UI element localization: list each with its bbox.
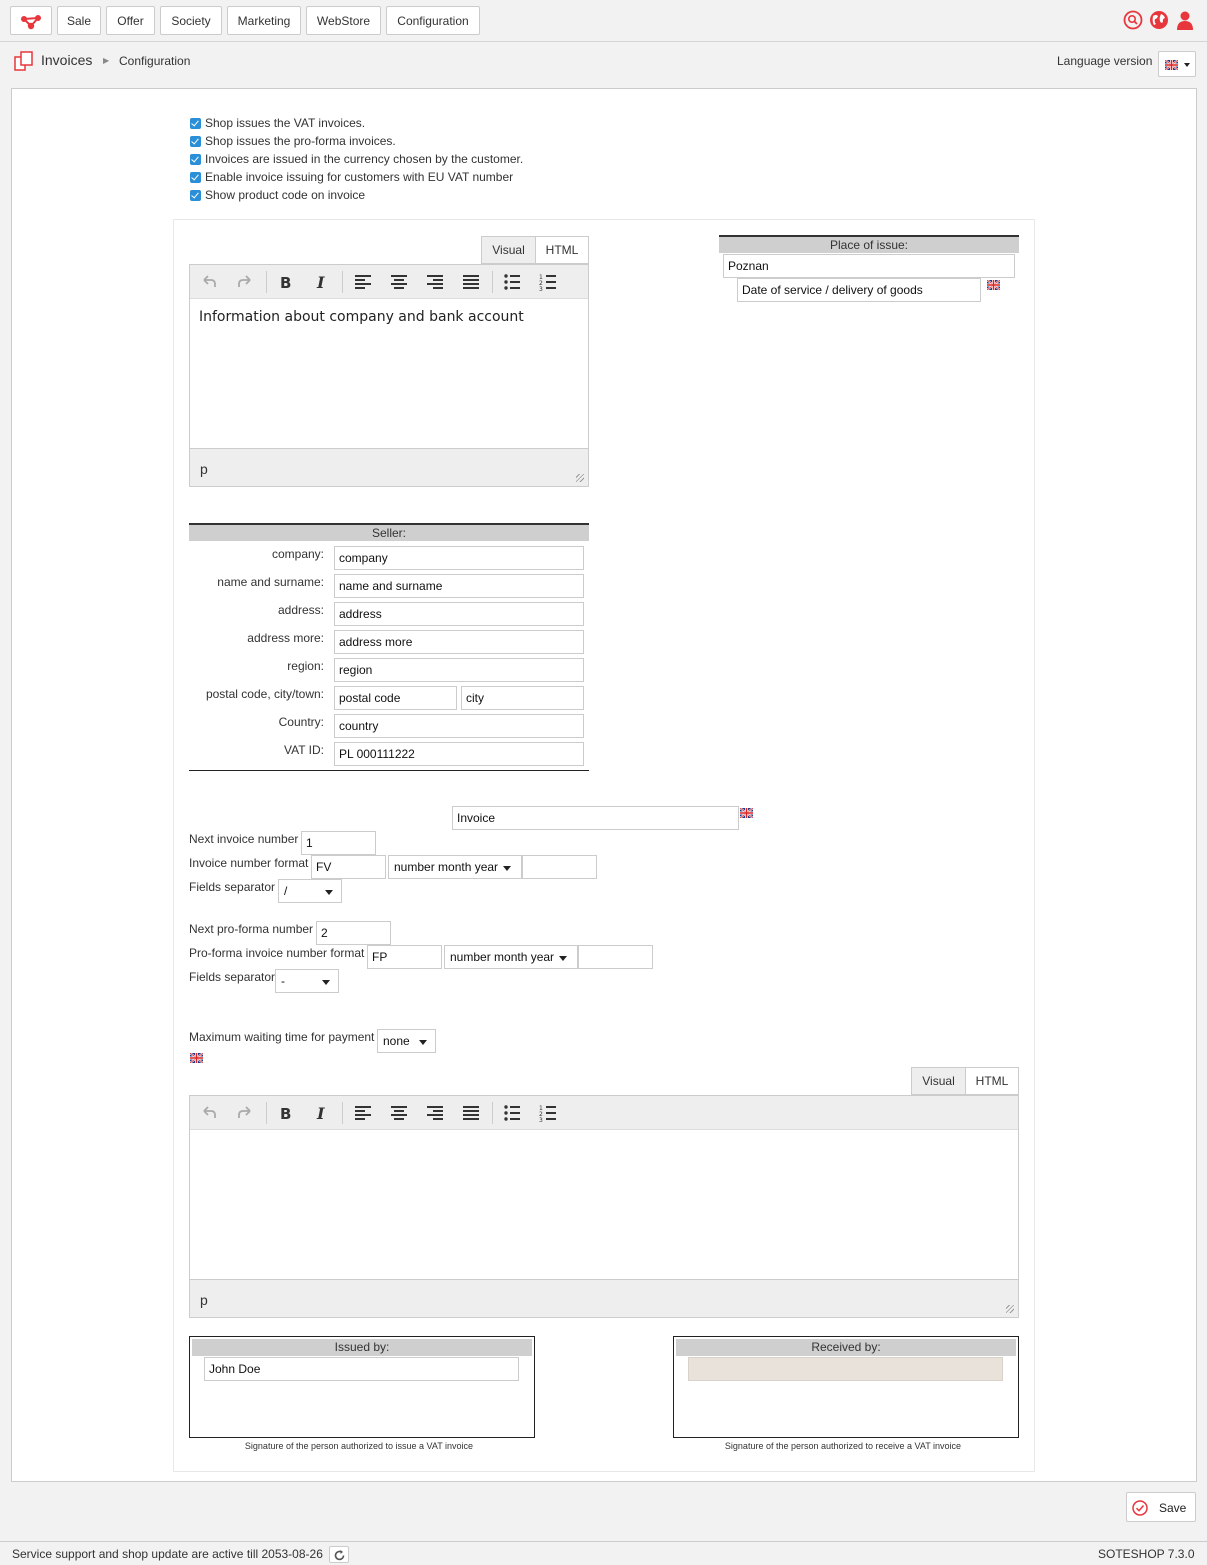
seller-vat-label: VAT ID: [283, 743, 324, 757]
checkbox-checked-icon[interactable] [190, 136, 201, 147]
payment-time-label: Maximum waiting time for payment [189, 1030, 375, 1044]
seller-header: Seller: [189, 523, 589, 541]
option-label: Enable invoice issuing for customers with EU VAT number [205, 170, 514, 184]
place-of-issue-header: Place of issue: [719, 235, 1019, 253]
save-label: Save [1159, 1501, 1187, 1515]
checkbox-checked-icon[interactable] [190, 172, 201, 183]
uk-flag-icon[interactable] [987, 280, 1000, 290]
seller-company-input[interactable]: company [334, 546, 584, 570]
proforma-format-select[interactable] [444, 945, 578, 969]
undo-icon[interactable] [200, 273, 218, 291]
option-customer-currency[interactable] [190, 151, 523, 167]
editor1-tab-visual[interactable]: Visual [481, 236, 536, 264]
seller-address-more-label: address more: [247, 631, 324, 645]
uk-flag-icon [1165, 60, 1178, 70]
nav-sale[interactable]: Sale [57, 6, 101, 35]
editor-toolbar [190, 265, 588, 299]
next-proforma-input[interactable]: 2 [316, 921, 391, 945]
editor2-path: p [200, 1292, 208, 1308]
proforma-format-label: Pro-forma invoice number format [189, 946, 365, 960]
select-value: none [383, 1034, 410, 1048]
logo-icon [11, 7, 53, 36]
breadcrumb-arrow-icon: ▶ [103, 56, 110, 65]
invoice-title-input[interactable]: Invoice [452, 806, 739, 830]
nav-offer[interactable]: Offer [106, 6, 155, 35]
select-value: number month year [394, 860, 499, 874]
svg-text:I: I [317, 1104, 325, 1122]
toolbar-divider [492, 1102, 493, 1124]
place-of-issue-input[interactable]: Poznan [723, 254, 1015, 278]
bullet-list-icon[interactable] [503, 273, 521, 291]
align-left-icon[interactable] [354, 1104, 372, 1122]
chevron-down-icon [419, 1040, 427, 1045]
svg-text:3: 3 [539, 1117, 543, 1122]
invoices-icon [14, 51, 34, 71]
editor2-tab-html[interactable]: HTML [965, 1067, 1019, 1095]
align-center-icon[interactable] [390, 1104, 408, 1122]
uk-flag-icon[interactable] [190, 1053, 203, 1063]
checkbox-checked-icon[interactable] [190, 118, 201, 129]
issued-by-input[interactable]: John Doe [204, 1357, 519, 1381]
proforma-separator-select[interactable] [275, 969, 339, 993]
logo-button[interactable] [10, 6, 52, 35]
svg-text:B: B [280, 274, 292, 291]
align-left-icon[interactable] [354, 273, 372, 291]
breadcrumb-title[interactable]: Invoices [41, 52, 93, 68]
nav-marketing[interactable]: Marketing [227, 6, 301, 35]
proforma-format-prefix-input[interactable]: FP [367, 945, 442, 969]
checkbox-checked-icon[interactable] [190, 154, 201, 165]
italic-icon[interactable] [312, 273, 330, 291]
option-eu-vat[interactable] [190, 169, 513, 185]
issued-by-note: Signature of the person authorized to issue a VAT invoice [244, 1441, 474, 1451]
checkbox-checked-icon[interactable] [190, 190, 201, 201]
select-value: / [284, 884, 288, 898]
chevron-down-icon [503, 866, 511, 871]
save-button[interactable] [1126, 1492, 1196, 1522]
seller-name-label: name and surname: [217, 575, 324, 589]
bold-icon[interactable] [276, 273, 294, 291]
editor2-statusbar [190, 1279, 1018, 1317]
breadcrumb-current: Configuration [119, 54, 191, 68]
nav-society[interactable]: Society [160, 6, 222, 35]
uk-flag-icon[interactable] [740, 808, 753, 818]
editor1-tab-html[interactable]: HTML [535, 236, 589, 264]
proforma-format-suffix-input[interactable] [578, 945, 653, 969]
invoice-format-select[interactable] [388, 855, 522, 879]
bold-icon[interactable] [276, 1104, 294, 1122]
received-by-header: Received by: [676, 1339, 1016, 1356]
top-navigation [0, 0, 1207, 42]
nav-webstore[interactable]: WebStore [306, 6, 381, 35]
next-proforma-label: Next pro-forma number [189, 922, 314, 936]
redo-icon[interactable] [236, 1104, 254, 1122]
resize-handle-icon[interactable] [1006, 1305, 1014, 1313]
invoice-format-suffix-input[interactable] [522, 855, 597, 879]
payment-time-select[interactable] [377, 1029, 436, 1053]
select-value: number month year [450, 950, 555, 964]
option-label: Show product code on invoice [205, 188, 366, 202]
svg-text:2: 2 [539, 1111, 543, 1118]
option-proforma-invoices[interactable] [190, 133, 396, 149]
svg-text:1: 1 [539, 274, 543, 281]
footer-bar [0, 1541, 1207, 1565]
issued-by-box [189, 1336, 535, 1438]
option-vat-invoices[interactable] [190, 115, 365, 131]
seller-postal-label: postal code, city/town: [205, 687, 324, 701]
received-by-box [673, 1336, 1019, 1438]
numbered-list-icon[interactable] [539, 1104, 557, 1122]
align-center-icon[interactable] [390, 273, 408, 291]
svg-text:I: I [317, 273, 325, 291]
toolbar-divider [492, 271, 493, 293]
seller-country-label: Country: [278, 715, 324, 729]
seller-address-label: address: [277, 603, 324, 617]
invoice-format-prefix-input[interactable]: FV [311, 855, 386, 879]
chevron-down-icon [1184, 63, 1190, 67]
invoice-separator-select[interactable] [278, 879, 342, 903]
svg-text:B: B [280, 1105, 292, 1122]
language-select[interactable] [1158, 51, 1196, 77]
seller-region-input[interactable]: region [334, 658, 584, 682]
svg-text:2: 2 [539, 280, 543, 287]
version-label: SOTESHOP 7.3.0 [1098, 1547, 1195, 1561]
align-justify-icon[interactable] [462, 273, 480, 291]
received-by-note: Signature of the person authorized to receive a VAT invoice [724, 1441, 962, 1451]
select-value: - [281, 974, 285, 988]
seller-divider [189, 770, 589, 771]
editor1-path: p [200, 461, 208, 477]
date-of-service-input[interactable]: Date of service / delivery of goods [737, 278, 981, 302]
align-right-icon[interactable] [426, 1104, 444, 1122]
seller-address-more-input[interactable]: address more [334, 630, 584, 654]
search-icon[interactable] [1123, 10, 1143, 30]
chevron-down-icon [325, 890, 333, 895]
company-info-editor[interactable] [189, 264, 589, 487]
align-justify-icon[interactable] [462, 1104, 480, 1122]
align-right-icon[interactable] [426, 273, 444, 291]
invoice-notes-editor[interactable] [189, 1095, 1019, 1318]
check-circle-icon [1132, 1500, 1148, 1516]
seller-region-label: region: [287, 659, 324, 673]
refresh-button[interactable] [329, 1546, 349, 1563]
option-label: Invoices are issued in the currency chosen by the customer. [205, 152, 524, 166]
editor2-tab-visual[interactable]: Visual [911, 1067, 966, 1095]
refresh-icon [333, 1549, 346, 1562]
seller-company-label: company: [271, 547, 324, 561]
editor1-statusbar [190, 448, 588, 486]
svg-text:3: 3 [539, 286, 543, 291]
option-label: Shop issues the VAT invoices. [205, 116, 366, 130]
toolbar-divider [342, 1102, 343, 1124]
chevron-down-icon [559, 956, 567, 961]
italic-icon[interactable] [312, 1104, 330, 1122]
seller-postal-input[interactable]: postal code [334, 686, 457, 710]
seller-address-input[interactable]: address [334, 602, 584, 626]
next-invoice-label: Next invoice number [189, 832, 299, 846]
option-product-code[interactable] [190, 187, 365, 203]
proforma-separator-label: Fields separator [189, 970, 276, 984]
editor1-content[interactable]: Information about company and bank account [199, 309, 524, 325]
user-icon[interactable] [1175, 10, 1195, 30]
globe-icon[interactable] [1149, 10, 1169, 30]
undo-icon[interactable] [200, 1104, 218, 1122]
invoice-separator-label: Fields separator [189, 880, 276, 894]
toolbar-divider [266, 271, 267, 293]
option-label: Shop issues the pro-forma invoices. [205, 134, 396, 148]
next-invoice-input[interactable]: 1 [301, 831, 376, 855]
bullet-list-icon[interactable] [503, 1104, 521, 1122]
svg-text:1: 1 [539, 1105, 543, 1112]
toolbar-divider [266, 1102, 267, 1124]
received-by-input[interactable] [688, 1357, 1003, 1381]
redo-icon[interactable] [236, 273, 254, 291]
resize-handle-icon[interactable] [576, 474, 584, 482]
seller-vat-input[interactable]: PL 000111222 [334, 742, 584, 766]
numbered-list-icon[interactable] [539, 273, 557, 291]
invoice-format-label: Invoice number format [189, 856, 309, 870]
toolbar-divider [342, 271, 343, 293]
editor-toolbar [190, 1096, 1018, 1130]
seller-city-input[interactable]: city [461, 686, 584, 710]
issued-by-header: Issued by: [192, 1339, 532, 1356]
language-label: Language version [1057, 54, 1153, 68]
support-status: Service support and shop update are active till 2053-08-26 [12, 1547, 323, 1561]
seller-name-input[interactable]: name and surname [334, 574, 584, 598]
nav-configuration[interactable]: Configuration [386, 6, 480, 35]
seller-country-input[interactable]: country [334, 714, 584, 738]
chevron-down-icon [322, 980, 330, 985]
